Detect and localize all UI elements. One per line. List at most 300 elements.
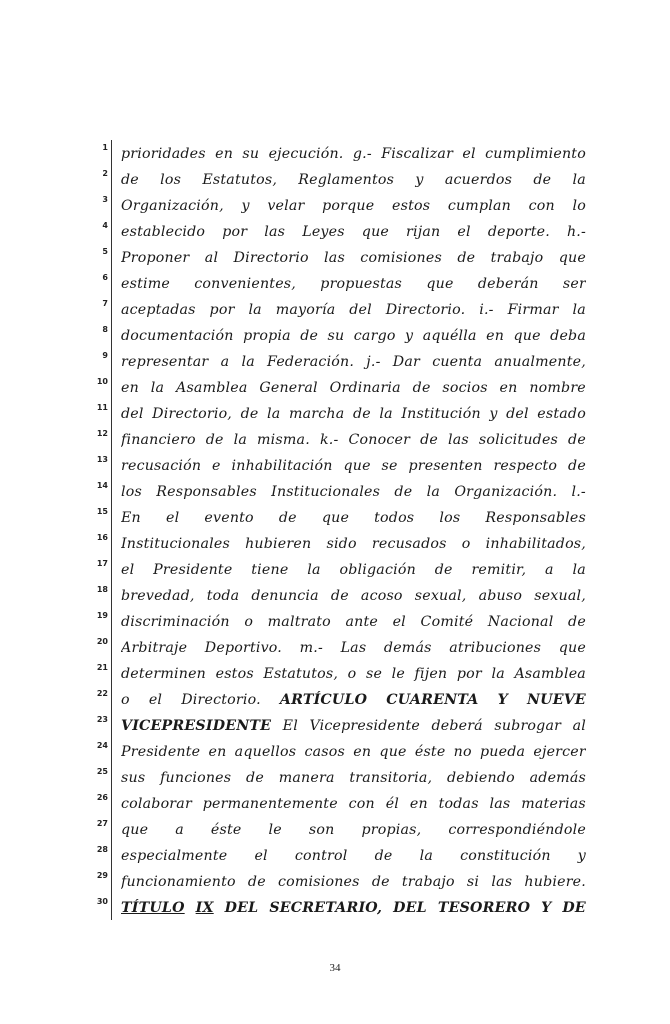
word: cuenta [432, 354, 483, 370]
word: en [208, 744, 227, 760]
line-number: 4 [102, 221, 108, 230]
word: la [572, 562, 586, 578]
word: si [466, 874, 480, 890]
word: Arbitraje [121, 640, 188, 656]
word: rijan [406, 224, 441, 240]
line-number: 28 [96, 845, 108, 854]
word: constitución [460, 848, 551, 864]
word: por [222, 224, 248, 240]
word: cargo [353, 328, 396, 344]
line-number: 5 [102, 247, 108, 256]
word: hubieren [245, 536, 312, 552]
line-number: 27 [96, 819, 108, 828]
line-number: 29 [96, 871, 108, 880]
word: Directorio. [385, 302, 466, 318]
word: Ordinaria [329, 380, 401, 396]
word: DE [562, 900, 586, 916]
word: y [405, 328, 414, 344]
word: CUARENTA [386, 692, 479, 708]
word: propias, [361, 822, 422, 838]
word: estos [392, 198, 431, 214]
word: la [241, 354, 255, 370]
word: Deportivo. [204, 640, 283, 656]
line-text [121, 349, 586, 375]
line-text [121, 739, 586, 765]
word: k.- [319, 432, 339, 448]
word: Reglamentos [298, 172, 395, 188]
word: Directorio, [152, 406, 233, 422]
word: sido [326, 536, 357, 552]
word: los [160, 172, 182, 188]
word: recusación [121, 458, 202, 474]
word: materias [521, 796, 586, 812]
line-text [121, 193, 586, 219]
line-number: 2 [102, 169, 108, 178]
word: m.- [299, 640, 323, 656]
word: de [412, 380, 431, 396]
word: acoso [360, 588, 403, 604]
word: recusados [371, 536, 447, 552]
line-text [121, 557, 586, 583]
line-text [121, 687, 586, 713]
line-text [121, 505, 586, 531]
word: Organización, [121, 198, 224, 214]
word: la [150, 380, 165, 396]
word: que [558, 640, 586, 656]
word: él [385, 796, 400, 812]
word: le [268, 822, 282, 838]
line-number: 14 [96, 481, 108, 490]
word: respecto [493, 458, 558, 474]
word: marcha [288, 406, 345, 422]
word: discriminación [121, 614, 230, 630]
word: se [365, 666, 383, 682]
word: las [447, 432, 469, 448]
word: SECRETARIO, [269, 900, 383, 916]
word: de [246, 770, 264, 786]
line-text [121, 427, 586, 453]
word: solicitudes [478, 432, 559, 448]
line-number: 17 [96, 559, 108, 568]
word: inhabilitación [231, 458, 333, 474]
word: estos [215, 666, 254, 682]
word: Federación. [267, 354, 355, 370]
word: las [264, 224, 286, 240]
line-number: 13 [96, 455, 108, 464]
word: control [294, 848, 348, 864]
word: IX [195, 900, 214, 916]
word: Conocer [348, 432, 411, 448]
line-number: 30 [96, 897, 108, 906]
word: o [347, 666, 357, 682]
word: ejecución. [268, 146, 344, 162]
word: las [489, 796, 511, 812]
word: de [240, 406, 259, 422]
word: de [300, 328, 319, 344]
word: Presidente [121, 744, 201, 760]
word: la [426, 484, 441, 500]
word: debiendo [447, 770, 515, 786]
word: que [321, 510, 350, 526]
word: pueda [480, 744, 526, 760]
line-text [121, 895, 586, 921]
line-number: 9 [102, 351, 108, 360]
word: de [394, 484, 413, 500]
word: el [457, 224, 471, 240]
line-number: 26 [96, 793, 108, 802]
word: Vicepresidente [309, 718, 420, 734]
word: anualmente, [494, 354, 586, 370]
word: toda [206, 588, 240, 604]
line-number: 24 [96, 741, 108, 750]
word: en [353, 744, 372, 760]
word: convenientes, [194, 276, 296, 292]
page-number: 34 [329, 962, 341, 974]
word: transitoria, [349, 770, 433, 786]
word: fijen [414, 666, 448, 682]
line-text [121, 843, 586, 869]
line-number: 22 [96, 689, 108, 698]
word: su [242, 146, 260, 162]
word: misma. [257, 432, 310, 448]
word: la [572, 172, 586, 188]
word: de [568, 458, 586, 474]
line-number: 15 [96, 507, 108, 516]
word: j.- [366, 354, 381, 370]
line-number: 11 [96, 403, 108, 412]
line-text [121, 271, 586, 297]
line-number: 12 [96, 429, 108, 438]
word: a [545, 562, 554, 578]
word: son [308, 822, 335, 838]
word: funcionamiento [121, 874, 236, 890]
word: que [379, 744, 407, 760]
line-text [121, 245, 586, 271]
word: la [233, 432, 248, 448]
word: que [361, 224, 389, 240]
word: Institucionales [121, 536, 230, 552]
word: el [462, 146, 476, 162]
line-text [121, 869, 586, 895]
word: Nacional [487, 614, 554, 630]
word: la [248, 302, 262, 318]
word: de [420, 432, 438, 448]
line-text [121, 167, 586, 193]
word: deporte. [487, 224, 550, 240]
word: éste [210, 822, 242, 838]
word: tiene [251, 562, 289, 578]
line-number: 6 [102, 273, 108, 282]
word: representar [121, 354, 209, 370]
word: la [267, 406, 281, 422]
word: el [165, 510, 180, 526]
word: lo [572, 198, 586, 214]
text-body [0, 141, 670, 921]
line-number: 16 [96, 533, 108, 542]
word: l.- [571, 484, 586, 500]
word: del [121, 406, 144, 422]
word: o [121, 692, 130, 708]
word: por [209, 302, 235, 318]
word: nombre [529, 380, 586, 396]
word: evento [204, 510, 254, 526]
word: de [568, 614, 586, 630]
word: además [529, 770, 586, 786]
word: porque [322, 198, 375, 214]
word: Y [497, 692, 508, 708]
word: al [204, 250, 219, 266]
word: el [121, 562, 135, 578]
word: por [456, 666, 482, 682]
line-number: 8 [102, 325, 108, 334]
word: cumplimiento [485, 146, 586, 162]
word: especialmente [121, 848, 228, 864]
line-text [121, 453, 586, 479]
word: Asamblea [514, 666, 586, 682]
word: en [215, 146, 234, 162]
line-text [121, 713, 586, 739]
line-text [121, 609, 586, 635]
word: y [415, 172, 424, 188]
line-number: 1 [102, 143, 108, 152]
word: las [491, 874, 513, 890]
word: Institucionales [271, 484, 381, 500]
word: de [330, 588, 349, 604]
word: comisiones [277, 874, 360, 890]
word: aceptadas [121, 302, 196, 318]
word: la [572, 302, 586, 318]
word: El [282, 718, 298, 734]
line-text [121, 531, 586, 557]
line-text [121, 635, 586, 661]
line-text [121, 817, 586, 843]
word: Organización. [454, 484, 558, 500]
word: Responsables [156, 484, 257, 500]
line-number: 10 [96, 377, 108, 386]
word: con [348, 796, 375, 812]
word: DEL [224, 900, 259, 916]
word: abuso [478, 588, 523, 604]
word: y [577, 848, 586, 864]
word: Directorio [233, 250, 309, 266]
word: En [121, 510, 141, 526]
line-number: 19 [96, 611, 108, 620]
word: Proponer [121, 250, 190, 266]
word: deberá [431, 718, 483, 734]
word: de [121, 172, 139, 188]
word: de [352, 406, 371, 422]
word: prioridades [121, 146, 206, 162]
word: el [392, 614, 406, 630]
word: Fiscalizar [381, 146, 454, 162]
document-line [0, 895, 670, 921]
word: maltrato [267, 614, 331, 630]
word: no [453, 744, 472, 760]
word: Estatutos, [202, 172, 278, 188]
word: del [506, 406, 529, 422]
word: la [491, 666, 505, 682]
line-text [121, 219, 586, 245]
word: Institución [401, 406, 481, 422]
word: deberán [477, 276, 539, 292]
line-text [121, 375, 586, 401]
word: correspondiéndole [448, 822, 586, 838]
line-text [121, 323, 586, 349]
word: de [247, 874, 266, 890]
word: y [241, 198, 250, 214]
word: de [371, 874, 390, 890]
line-text [121, 297, 586, 323]
word: colaborar [121, 796, 192, 812]
line-text [121, 583, 586, 609]
word: presenten [408, 458, 483, 474]
word: las [324, 250, 345, 266]
word: propia [243, 328, 291, 344]
word: en [486, 328, 505, 344]
word: su [327, 328, 345, 344]
word: a [220, 354, 230, 370]
word: la [379, 406, 393, 422]
word: propuestas [320, 276, 403, 292]
word: Asamblea [176, 380, 248, 396]
word: subrogar [494, 718, 562, 734]
word: aquélla [422, 328, 477, 344]
word: manera [278, 770, 335, 786]
word: a [175, 822, 184, 838]
word: que [426, 276, 454, 292]
line-number: 23 [96, 715, 108, 724]
word: los [439, 510, 461, 526]
word: o [244, 614, 254, 630]
word: demás [383, 640, 432, 656]
word: denuncia [251, 588, 319, 604]
word: de [205, 432, 224, 448]
word: g.- [352, 146, 372, 162]
word: determinen [121, 666, 207, 682]
word: brevedad, [121, 588, 195, 604]
word: de [374, 848, 393, 864]
word: sexual, [534, 588, 586, 604]
word: Dar [392, 354, 421, 370]
line-number: 20 [96, 637, 108, 646]
word: hubiere. [524, 874, 586, 890]
line-text [121, 765, 586, 791]
word: se [381, 458, 398, 474]
line-text [121, 791, 586, 817]
word: TÍTULO [121, 900, 185, 916]
line-text [121, 661, 586, 687]
word: ejercer [533, 744, 586, 760]
line-text [121, 479, 586, 505]
word: que [343, 458, 371, 474]
word: VICEPRESIDENTE [121, 718, 272, 734]
line-number: 21 [96, 663, 108, 672]
word: en [121, 380, 139, 396]
line-number: 18 [96, 585, 108, 594]
word: los [121, 484, 142, 500]
word: y [489, 406, 498, 422]
word: o [461, 536, 471, 552]
word: de [278, 510, 297, 526]
word: que [558, 250, 586, 266]
line-text [121, 401, 586, 427]
line-number: 3 [102, 195, 108, 204]
line-number: 25 [96, 767, 108, 776]
word: la [307, 562, 321, 578]
word: General [259, 380, 318, 396]
word: le [391, 666, 405, 682]
word: deba [550, 328, 586, 344]
word: del [349, 302, 372, 318]
word: atribuciones [449, 640, 542, 656]
word: estime [121, 276, 170, 292]
word: h.- [566, 224, 586, 240]
word: cumplan [447, 198, 511, 214]
word: de [457, 250, 476, 266]
word: que [513, 328, 541, 344]
word: con [528, 198, 555, 214]
word: estado [537, 406, 586, 422]
word: Presidente [153, 562, 233, 578]
word: todas [438, 796, 479, 812]
word: Comité [420, 614, 474, 630]
word: TESORERO [437, 900, 531, 916]
word: velar [267, 198, 305, 214]
word: inhabilitados, [485, 536, 586, 552]
word: mayoría [275, 302, 336, 318]
word: remitir, [471, 562, 527, 578]
word: ante [345, 614, 378, 630]
line-text [121, 141, 586, 167]
word: sus [121, 770, 146, 786]
word: que [121, 822, 149, 838]
word: establecido [121, 224, 206, 240]
word: e [212, 458, 221, 474]
word: DEL [393, 900, 427, 916]
word: de [434, 562, 453, 578]
word: en [409, 796, 428, 812]
word: sexual, [414, 588, 467, 604]
word: casos [304, 744, 345, 760]
word: Firmar [507, 302, 559, 318]
word: funciones [160, 770, 232, 786]
word: éste [414, 744, 446, 760]
word: socios [442, 380, 488, 396]
word: NUEVE [526, 692, 586, 708]
word: Las [340, 640, 367, 656]
word: Y [541, 900, 552, 916]
line-number: 7 [102, 299, 108, 308]
word: al [572, 718, 586, 734]
word: trabajo [401, 874, 455, 890]
word: documentación [121, 328, 234, 344]
word: el [254, 848, 268, 864]
word: aquellos [234, 744, 297, 760]
word: financiero [121, 432, 196, 448]
word: Responsables [485, 510, 586, 526]
word: en [499, 380, 518, 396]
word: la [419, 848, 433, 864]
word: el [148, 692, 163, 708]
word: trabajo [490, 250, 544, 266]
word: comisiones [360, 250, 442, 266]
word: Directorio. [181, 692, 261, 708]
word: Estatutos, [263, 666, 339, 682]
word: de [533, 172, 552, 188]
word: permanentemente [202, 796, 338, 812]
word: acuerdos [444, 172, 513, 188]
word: de [568, 432, 586, 448]
